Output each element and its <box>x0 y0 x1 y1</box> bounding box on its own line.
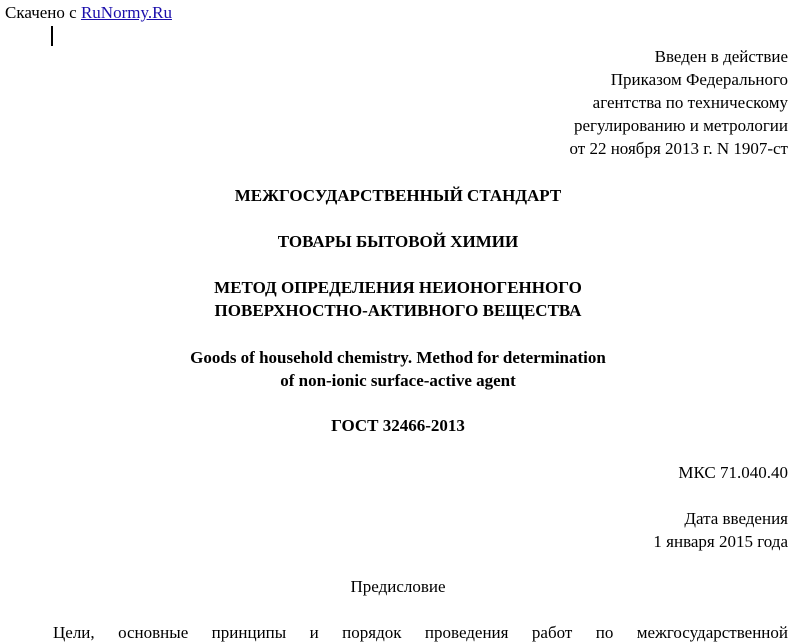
effective-date-value: 1 января 2015 года <box>653 532 788 551</box>
approval-line: регулированию и метрологии <box>573 116 788 135</box>
source-link[interactable]: RuNormy.Ru <box>80 3 172 22</box>
standard-type-heading: МЕЖГОСУДАРСТВЕННЫЙ СТАНДАРТ <box>234 186 562 205</box>
english-title <box>0 346 790 392</box>
text-cursor <box>51 26 53 46</box>
approval-line: Приказом Федерального <box>610 70 788 89</box>
method-title-line: МЕТОД ОПРЕДЕЛЕНИЯ НЕИОНОГЕННОГО <box>214 278 582 297</box>
approval-line: Введен в действие <box>654 47 788 66</box>
effective-date-label: Дата введения <box>684 509 788 528</box>
approval-line: агентства по техническому <box>592 93 788 112</box>
approval-block <box>570 45 789 160</box>
preface-heading: Предисловие <box>350 577 446 596</box>
preface-first-line: Цели, основные принципы и порядок проведения работ по межгосударственной <box>53 623 788 642</box>
standard-designation: ГОСТ 32466-2013 <box>331 416 465 435</box>
effective-date-block <box>653 507 788 553</box>
method-title <box>0 276 790 322</box>
source-attribution <box>5 2 172 24</box>
mks-code: МКС 71.040.40 <box>678 463 788 482</box>
source-prefix: Скачено с <box>5 3 81 22</box>
english-title-line: Goods of household chemistry. Method for determination <box>190 348 606 367</box>
standard-title: ТОВАРЫ БЫТОВОЙ ХИМИИ <box>277 232 519 251</box>
english-title-line: of non-ionic surface-active agent <box>280 371 516 390</box>
method-title-line: ПОВЕРХНОСТНО-АКТИВНОГО ВЕЩЕСТВА <box>214 301 582 320</box>
approval-line: от 22 ноября 2013 г. N 1907-ст <box>569 139 788 158</box>
